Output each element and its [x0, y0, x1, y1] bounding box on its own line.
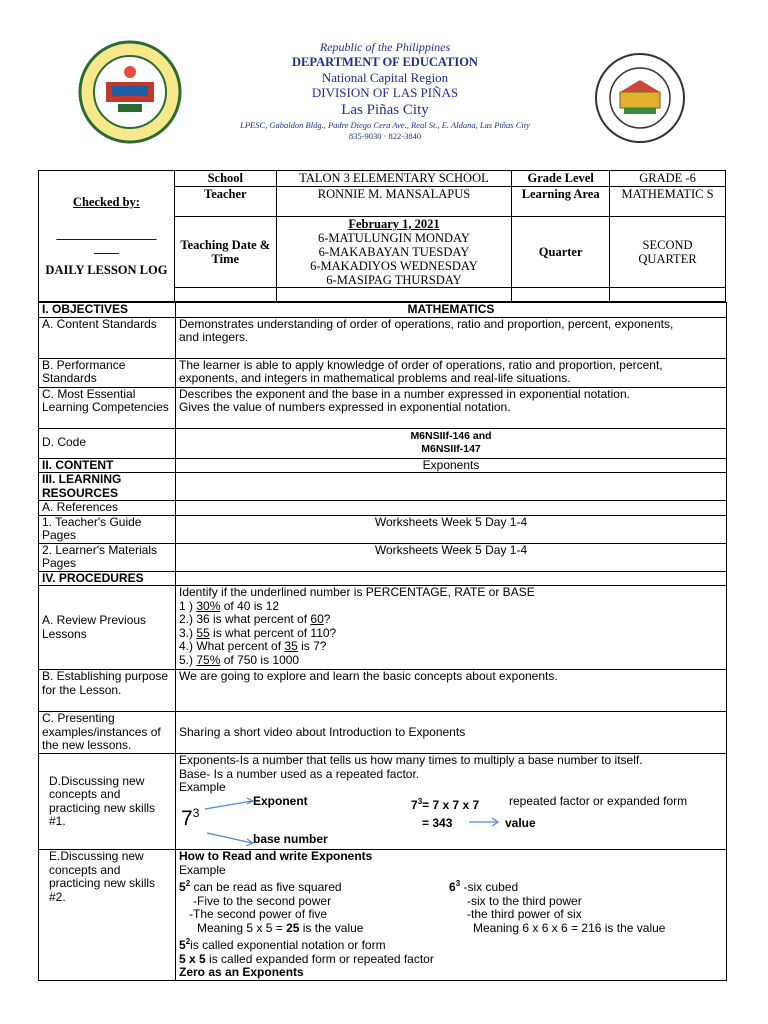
address-line: LPESC, Gabaldon Bldg., Padre Diego Cera Ave., Real St., E. Aldana, Las Piñas City [240, 120, 530, 130]
purpose-label: B. Establishing purpose for the Lesson. [39, 670, 176, 712]
five-squared-column: $5^2$ can be read as five squared -Five to the second power -The second power of five Meaning 5 x 5 = 25 is the value [179, 879, 364, 935]
school-label: School [174, 171, 276, 187]
review-item: 1 ) 30% of 40 is 12 [179, 598, 280, 613]
six-cubed-column: $6^3$ -six cubed -six to the third power -the third power of six Meaning 6 x 6 x 6 = 216 is the value [449, 879, 666, 935]
zero-exponent-title: Zero as an Exponents [179, 965, 304, 979]
region-line: National Capital Region [321, 70, 449, 85]
content-standards-label: A. Content Standards [39, 317, 176, 358]
quarter-label: Quarter [512, 217, 610, 288]
melc-1: Describes the exponent and the base in a number expressed in exponential notation. [179, 386, 630, 401]
example-label: Example [179, 780, 226, 794]
review-instruction: Identify if the underlined number is PERCENTAGE, RATE or BASE [179, 585, 535, 599]
content-header: II. CONTENT [39, 458, 176, 473]
content-standards-text: Demonstrates understanding of order of operations, ratio and proportion, percent, exponents, [179, 316, 674, 331]
school-value: TALON 3 ELEMENTARY SCHOOL [276, 171, 512, 187]
city-line: Las Piñas City [341, 102, 429, 118]
melc-label: C. Most Essential Learning Competencies [39, 387, 176, 428]
learners-materials-label: 2. Learner's Materials Pages [39, 543, 176, 571]
section-4: 6-MASIPAG THURSDAY [326, 273, 462, 287]
expanded-equation: $7^3= 7$ x 7 x 7 [411, 796, 480, 812]
daily-lesson-log-title: DAILY LESSON LOG [45, 263, 168, 277]
purpose-value: We are going to explore and learn the basic concepts about exponents. [176, 670, 727, 712]
learning-area-value: MATHEMATIC S [610, 187, 726, 217]
review-label: A. Review Previous Lessons [39, 586, 176, 670]
letterhead [0, 0, 768, 160]
references-label: A. References [39, 501, 176, 516]
presenting-label: C. Presenting examples/instances of the new lessons. [39, 712, 176, 754]
quarter-value: SECOND QUARTER [610, 217, 726, 288]
content-value: Exponents [176, 458, 727, 473]
section-3: 6-MAKADIYOS WEDNESDAY [310, 259, 478, 273]
signature-line: ________________ [56, 227, 157, 241]
teaching-date-cell [276, 217, 512, 288]
melc-2: Gives the value of numbers expressed in exponential notation. [179, 400, 511, 414]
learning-resources-header: III. LEARNING RESOURCES [39, 473, 176, 501]
code-2: M6NSIIf-147 [421, 443, 481, 455]
review-item: 2.) 36 is what percent of 60? [179, 612, 331, 626]
discussing-1-cell [176, 754, 727, 850]
review-item: 5.) 75% of 750 is 1000 [179, 652, 300, 667]
base-definition: Base- Is a number used as a repeated factor. [179, 766, 420, 781]
teaching-date-label: Teaching Date & Time [174, 217, 276, 288]
exponent-label: Exponent [253, 793, 308, 808]
grade-value: GRADE -6 [610, 171, 726, 187]
discussing-2-cell [176, 850, 727, 981]
expanded-form-line: 5 x 5 is called expanded form or repeated factor [179, 951, 434, 966]
review-item: 4.) What percent of 35 is 7? [179, 639, 327, 653]
lesson-info-table [38, 170, 726, 302]
checked-by-cell [39, 171, 175, 302]
performance-standards-text: The learner is able to apply knowledge of order of operations, ratio and proportion, percent, exponents, and integers in mathematical problems and real-life situations. [176, 358, 727, 387]
subject-header: MATHEMATICS [176, 303, 727, 318]
republic-line: Republic of the Philippines [319, 40, 451, 54]
division-seal-logo [594, 52, 686, 144]
code-label: D. Code [39, 428, 176, 458]
base-number-label: base number [253, 831, 328, 846]
melc-cell [176, 387, 727, 428]
exponential-notation-line: $5^2is$ called exponential notation or form [179, 937, 386, 952]
learners-materials-value: Worksheets Week 5 Day 1-4 [176, 543, 727, 571]
school-seal-logo [78, 40, 182, 144]
section-2: 6-MAKABAYAN TUESDAY [318, 245, 470, 259]
section-1: 6-MATULUNGIN MONDAY [317, 231, 470, 245]
teacher-label: Teacher [174, 187, 276, 217]
signature-line-2: ____ [93, 241, 119, 255]
discussing-1-label: D.Discussing new concepts and practicing new skills #1. [39, 754, 176, 850]
review-cell [176, 586, 727, 670]
content-standards-cell [176, 317, 727, 358]
value-arrow-icon [467, 815, 501, 829]
value-equation: = 343 [422, 815, 453, 830]
phone-line: 835-9030 · 822-3840 [348, 131, 422, 141]
grade-label: Grade Level [512, 171, 610, 187]
exponent-diagram [179, 795, 723, 847]
code-1: M6NSIIf-146 and [410, 429, 492, 442]
how-to-read-title: How to Read and write Exponents [179, 849, 373, 863]
procedures-header: IV. PROCEDURES [39, 571, 176, 586]
pointer-arrows [197, 795, 257, 847]
reading-columns [179, 877, 723, 935]
teachers-guide-label: 1. Teacher's Guide Pages [39, 515, 176, 543]
repeated-factor-label: repeated factor or expanded form [509, 793, 688, 808]
division-line: DIVISION OF LAS PIÑAS [311, 85, 459, 100]
code-cell [176, 428, 727, 458]
lesson-plan-table [38, 302, 727, 981]
teacher-value: RONNIE M. MANSALAPUS [276, 187, 512, 217]
department-line: DEPARTMENT OF EDUCATION [292, 55, 478, 69]
checked-by-label: Checked by: [72, 195, 140, 209]
learning-area-label: Learning Area [512, 187, 610, 217]
presenting-value: Sharing a short video about Introduction to Exponents [176, 712, 727, 754]
teachers-guide-value: Worksheets Week 5 Day 1-4 [176, 515, 727, 543]
teaching-date: February 1, 2021 [348, 217, 440, 231]
example-label-2: Example [179, 862, 226, 877]
review-item: 3.) 55 is what percent of 110? [179, 625, 337, 640]
value-label: value [505, 815, 536, 830]
content-standards-text-2: and integers. [179, 330, 249, 344]
performance-standards-label: B. Performance Standards [39, 358, 176, 387]
big-seven: $7^3$ [181, 805, 200, 830]
discussing-2-label: E.Discussing new concepts and practicing new skills #2. [39, 850, 176, 981]
objectives-header: I. OBJECTIVES [39, 303, 176, 318]
exponent-definition: Exponents-Is a number that tells us how many times to multiply a base number to itself. [179, 753, 643, 767]
